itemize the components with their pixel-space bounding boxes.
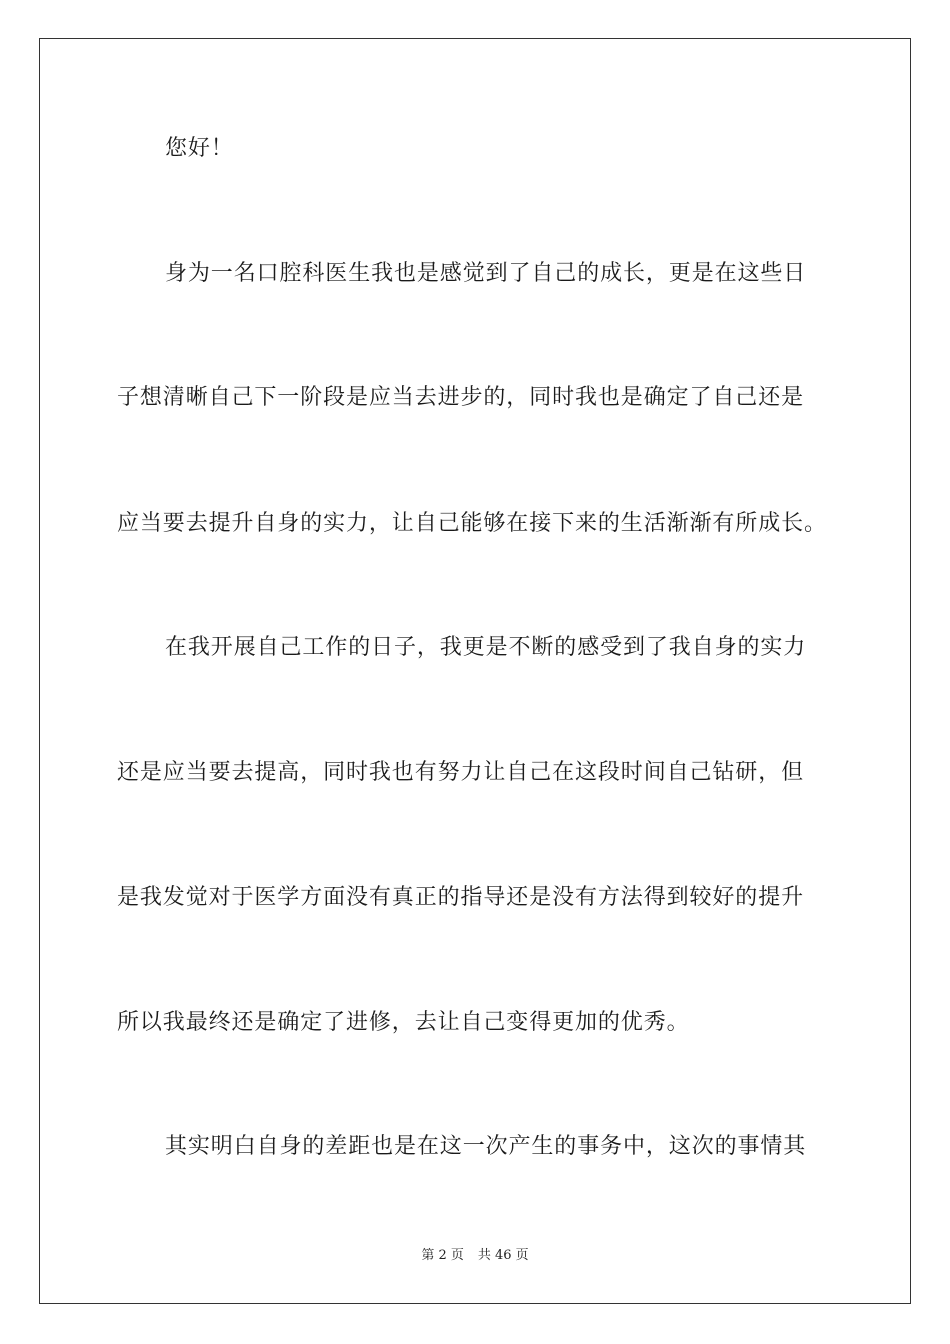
paragraph-line: 其实明白自身的差距也是在这一次产生的事务中，这次的事情其 [165,1134,807,1159]
paragraph-line: 身为一名口腔科医生我也是感觉到了自己的成长，更是在这些日 [165,261,807,286]
paragraph-line: 是我发觉对于医学方面没有真正的指导还是没有方法得到较好的提升 [117,885,805,910]
page-number: 第 2 页 [421,1248,464,1263]
page-total: 共 46 页 [477,1248,529,1263]
salutation: 您好！ [165,136,234,161]
paragraph-line: 应当要去提升自身的实力，让自己能够在接下来的生活渐渐有所成长。 [117,511,827,536]
paragraph-line: 还是应当要去提高，同时我也有努力让自己在这段时间自己钻研，但 [117,760,805,785]
paragraph-line: 所以我最终还是确定了进修，去让自己变得更加的优秀。 [117,1010,690,1035]
paragraph-line: 子想清晰自己下一阶段是应当去进步的，同时我也是确定了自己还是 [117,385,805,410]
page-border [39,38,911,1304]
paragraph-line: 在我开展自己工作的日子，我更是不断的感受到了我自身的实力 [165,635,807,660]
page-footer [0,1247,950,1265]
